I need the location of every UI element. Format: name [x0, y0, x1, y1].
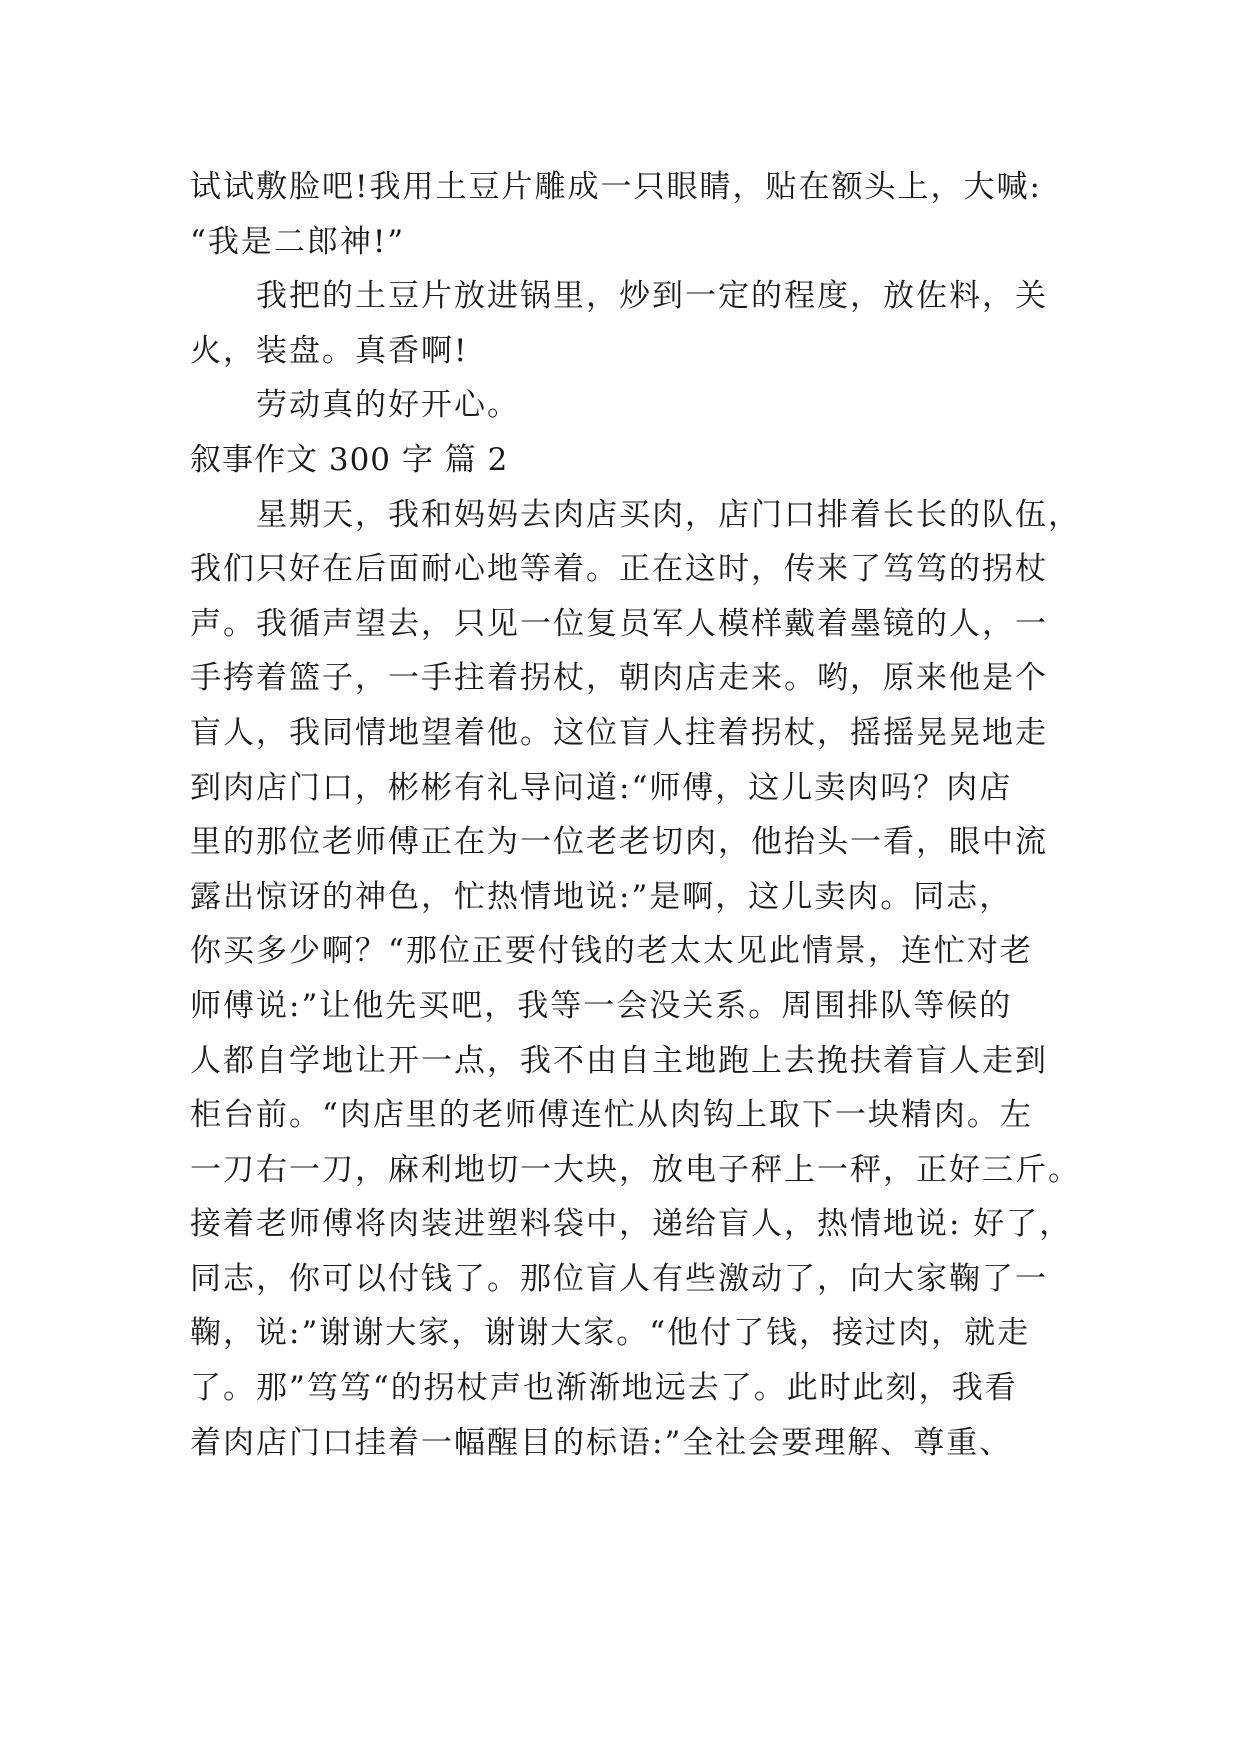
text-line: 一刀右一刀，麻利地切一大块，放电子秤上一秤，正好三斤。 [190, 1151, 1081, 1188]
text-line: 露出惊讶的神色，忙热情地说:”是啊，这儿卖肉。同志， [190, 878, 1013, 915]
text-line: 接着老师傅将肉装进塑料袋中，递给盲人，热情地说: 好了， [190, 1206, 1073, 1243]
text-line: 柜台前。“肉店里的老师傅连忙从肉钩上取下一块精肉。左 [190, 1097, 1033, 1134]
text-line: 火，装盘。真香啊! [190, 332, 469, 369]
text-line: 同志，你可以付钱了。那位盲人有些激动了，向大家鞠了一 [190, 1260, 1048, 1297]
text-line: 你买多少啊？“那位正要付钱的老太太见此情景，连忙对老 [190, 933, 1033, 970]
text-line: 师傅说:”让他先买吧，我等一会没关系。周围排队等候的 [190, 987, 1013, 1024]
text-line: 里的那位老师傅正在为一位老老切肉，他抬头一看，眼中流 [190, 824, 1048, 861]
text-line: 声。我循声望去，只见一位复员军人模样戴着墨镜的人，一 [190, 605, 1048, 642]
section-heading: 叙事作文 300 字 篇 2 [190, 441, 509, 478]
text-line: 盲人，我同情地望着他。这位盲人拄着拐杖，摇摇晃晃地走 [190, 714, 1048, 751]
text-line: 着肉店门口挂着一幅醒目的标语:”全社会要理解、尊重、 [190, 1424, 1013, 1461]
text-line: “我是二郎神!” [190, 223, 406, 260]
text-line: 手挎着篮子，一手拄着拐杖，朝肉店走来。哟，原来他是个 [190, 660, 1048, 697]
text-line: 到肉店门口，彬彬有礼导问道:“师傅，这儿卖肉吗？肉店 [190, 769, 1013, 806]
text-line: 了。那”笃笃“的拐杖声也渐渐地远去了。此时此刻，我看 [190, 1370, 1018, 1407]
text-line: 试试敷脸吧!我用土豆片雕成一只眼睛，贴在额头上，大喊: [190, 169, 1042, 205]
document-body [190, 160, 1081, 1470]
paragraph-start-line: 星期天，我和妈妈去肉店买肉，店门口排着长长的队伍， [256, 496, 1081, 533]
text-line: 我们只好在后面耐心地等着。正在这时，传来了笃笃的拐杖 [190, 551, 1048, 588]
text-line: 鞠，说:”谢谢大家，谢谢大家。“他付了钱，接过肉，就走 [190, 1315, 1031, 1352]
paragraph-start-line: 劳动真的好开心。 [256, 387, 520, 424]
text-line: 人都自学地让开一点，我不由自主地跑上去挽扶着盲人走到 [190, 1042, 1048, 1079]
paragraph-start-line: 我把的土豆片放进锅里，炒到一定的程度，放佐料，关 [256, 278, 1048, 315]
